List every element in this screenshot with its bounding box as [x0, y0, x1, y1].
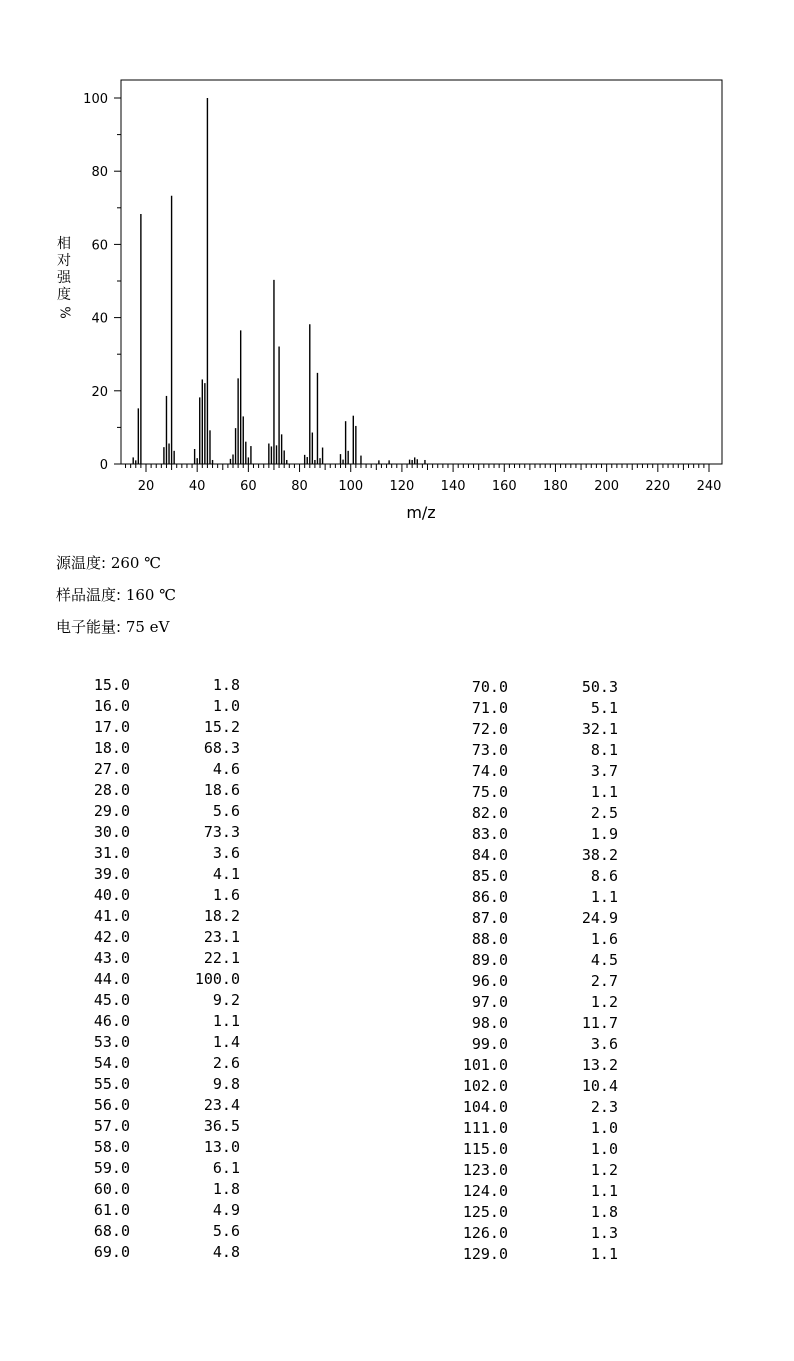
table-row: [70, 781, 270, 802]
y-axis-label-char: 强: [57, 270, 71, 286]
intensity-value: 1.9: [590, 825, 618, 843]
mz-value: 70.0: [471, 678, 508, 696]
mz-value: 58.0: [93, 1138, 130, 1156]
intensity-value: 1.1: [590, 1245, 618, 1263]
mz-value: 111.0: [462, 1119, 508, 1137]
intensity-value: 9.8: [212, 1075, 240, 1093]
mz-value: 83.0: [471, 825, 508, 843]
table-row: [448, 741, 648, 762]
table-row: [448, 1014, 648, 1035]
mz-value: 102.0: [462, 1077, 508, 1095]
intensity-value: 1.2: [590, 1161, 618, 1179]
intensity-value: 5.6: [212, 1222, 240, 1240]
table-row: [448, 909, 648, 930]
mz-value: 42.0: [93, 928, 130, 946]
intensity-value: 6.1: [212, 1159, 240, 1177]
table-row: [70, 970, 270, 991]
table-row: [448, 1056, 648, 1077]
mz-value: 124.0: [462, 1182, 508, 1200]
table-row: [70, 949, 270, 970]
table-row: [70, 1117, 270, 1138]
intensity-value: 4.5: [590, 951, 618, 969]
mz-value: 39.0: [93, 865, 130, 883]
x-tick-label: 200: [594, 479, 620, 494]
table-row: [448, 1035, 648, 1056]
table-row: [448, 951, 648, 972]
table-row: [448, 1182, 648, 1203]
table-row: [70, 823, 270, 844]
mz-value: 85.0: [471, 867, 508, 885]
mz-value: 98.0: [471, 1014, 508, 1032]
table-row: [448, 762, 648, 783]
intensity-value: 18.2: [203, 907, 240, 925]
condition-label: 样品温度:: [56, 586, 122, 604]
intensity-value: 4.8: [212, 1243, 240, 1261]
intensity-value: 9.2: [212, 991, 240, 1009]
intensity-value: 3.7: [590, 762, 618, 780]
mz-value: 126.0: [462, 1224, 508, 1242]
table-row: [448, 993, 648, 1014]
mz-value: 71.0: [471, 699, 508, 717]
table-row: [70, 1075, 270, 1096]
table-row: [448, 720, 648, 741]
intensity-value: 8.1: [590, 741, 618, 759]
mz-value: 75.0: [471, 783, 508, 801]
table-row: [70, 991, 270, 1012]
table-row: [70, 676, 270, 697]
table-row: [70, 907, 270, 928]
intensity-value: 13.2: [581, 1056, 618, 1074]
mz-value: 72.0: [471, 720, 508, 738]
intensity-value: 1.2: [590, 993, 618, 1011]
intensity-value: 1.0: [590, 1140, 618, 1158]
mz-value: 41.0: [93, 907, 130, 925]
y-tick-label: 20: [91, 384, 108, 400]
y-axis-label: [54, 236, 74, 321]
x-tick-label: 120: [389, 479, 415, 494]
intensity-value: 1.1: [212, 1012, 240, 1030]
table-row: [70, 1243, 270, 1264]
intensity-value: 1.0: [590, 1119, 618, 1137]
mz-value: 89.0: [471, 951, 508, 969]
intensity-value: 1.0: [212, 697, 240, 715]
plot-frame: [121, 80, 722, 464]
table-row: [448, 1203, 648, 1224]
x-tick-label: 180: [543, 479, 568, 494]
table-row: [448, 1161, 648, 1182]
mz-value: 125.0: [462, 1203, 508, 1221]
mz-value: 96.0: [471, 972, 508, 990]
intensity-value: 1.8: [212, 1180, 240, 1198]
intensity-value: 2.3: [590, 1098, 618, 1116]
x-tick-label: 60: [240, 479, 257, 494]
table-row: [448, 678, 648, 699]
mz-value: 56.0: [93, 1096, 130, 1114]
table-row: [448, 867, 648, 888]
table-row: [70, 865, 270, 886]
mz-value: 87.0: [471, 909, 508, 927]
mz-value: 74.0: [471, 762, 508, 780]
intensity-value: 22.1: [203, 949, 240, 967]
intensity-value: 1.1: [590, 783, 618, 801]
table-row: [70, 1138, 270, 1159]
mz-value: 29.0: [93, 802, 130, 820]
mz-value: 97.0: [471, 993, 508, 1011]
y-tick-label: 0: [99, 458, 108, 473]
mz-value: 54.0: [93, 1054, 130, 1072]
table-row: [70, 1096, 270, 1117]
table-row: [448, 804, 648, 825]
table-row: [70, 1012, 270, 1033]
y-axis-label-char: %: [56, 306, 72, 319]
table-row: [448, 888, 648, 909]
table-row: [448, 825, 648, 846]
mz-value: 44.0: [93, 970, 130, 988]
mz-value: 59.0: [93, 1159, 130, 1177]
table-row: [448, 1140, 648, 1161]
intensity-value: 10.4: [581, 1077, 618, 1095]
table-row: [70, 1201, 270, 1222]
intensity-value: 1.6: [212, 886, 240, 904]
mz-value: 104.0: [462, 1098, 508, 1116]
table-row: [448, 846, 648, 867]
intensity-value: 23.4: [203, 1096, 240, 1114]
mz-value: 115.0: [462, 1140, 508, 1158]
mz-value: 55.0: [93, 1075, 130, 1093]
x-axis-label: m/z: [406, 503, 436, 522]
condition-value: 75 eV: [121, 618, 170, 636]
intensity-value: 1.4: [212, 1033, 240, 1051]
intensity-value: 3.6: [590, 1035, 618, 1053]
table-row: [448, 972, 648, 993]
mz-value: 57.0: [93, 1117, 130, 1135]
table-row: [448, 1098, 648, 1119]
mass-spectrum-chart: [0, 0, 794, 530]
y-axis-label-char: 对: [57, 253, 71, 269]
mz-value: 30.0: [93, 823, 130, 841]
intensity-value: 2.6: [212, 1054, 240, 1072]
y-axis-label-char: 度: [57, 287, 71, 303]
table-row: [448, 783, 648, 804]
mz-value: 123.0: [462, 1161, 508, 1179]
intensity-value: 5.6: [212, 802, 240, 820]
mz-value: 61.0: [93, 1201, 130, 1219]
mz-value: 31.0: [93, 844, 130, 862]
intensity-value: 2.5: [590, 804, 618, 822]
table-row: [448, 699, 648, 720]
mz-value: 60.0: [93, 1180, 130, 1198]
table-row: [70, 697, 270, 718]
y-tick-label: 40: [91, 311, 108, 327]
x-tick-label: 140: [440, 479, 466, 494]
intensity-value: 1.1: [590, 888, 618, 906]
table-row: [70, 802, 270, 823]
intensity-value: 50.3: [581, 678, 618, 696]
mz-value: 45.0: [93, 991, 130, 1009]
mz-value: 15.0: [93, 676, 130, 694]
intensity-value: 1.6: [590, 930, 618, 948]
intensity-value: 4.1: [212, 865, 240, 883]
intensity-value: 36.5: [203, 1117, 240, 1135]
table-row: [70, 739, 270, 760]
table-row: [448, 1077, 648, 1098]
condition-line: [56, 616, 169, 637]
intensity-value: 15.2: [203, 718, 240, 736]
mz-value: 101.0: [462, 1056, 508, 1074]
x-tick-label: 240: [696, 479, 722, 494]
mz-value: 40.0: [93, 886, 130, 904]
intensity-value: 4.9: [212, 1201, 240, 1219]
x-tick-label: 40: [188, 479, 206, 494]
mz-value: 46.0: [93, 1012, 130, 1030]
condition-value: 260 ℃: [106, 554, 162, 572]
x-tick-label: 100: [338, 479, 364, 494]
mz-value: 69.0: [93, 1243, 130, 1261]
condition-line: [56, 552, 161, 573]
intensity-value: 13.0: [203, 1138, 240, 1156]
table-row: [448, 1119, 648, 1140]
intensity-value: 32.1: [581, 720, 618, 738]
table-row: [448, 1245, 648, 1266]
mz-value: 28.0: [93, 781, 130, 799]
table-row: [448, 1224, 648, 1245]
table-row: [70, 760, 270, 781]
intensity-value: 8.6: [590, 867, 618, 885]
table-row: [70, 1033, 270, 1054]
intensity-value: 68.3: [203, 739, 240, 757]
mz-value: 129.0: [462, 1245, 508, 1263]
table-row: [70, 1222, 270, 1243]
x-tick-label: 220: [645, 479, 671, 494]
intensity-value: 23.1: [203, 928, 240, 946]
x-tick-label: 80: [291, 479, 308, 494]
table-row: [70, 1054, 270, 1075]
intensity-value: 2.7: [590, 972, 618, 990]
condition-label: 源温度:: [56, 554, 107, 572]
intensity-value: 24.9: [581, 909, 618, 927]
table-row: [70, 928, 270, 949]
mz-value: 16.0: [93, 697, 130, 715]
mz-value: 88.0: [471, 930, 508, 948]
intensity-value: 100.0: [194, 970, 240, 988]
mz-value: 86.0: [471, 888, 508, 906]
mz-value: 17.0: [93, 718, 130, 736]
y-axis-label-char: 相: [57, 236, 71, 252]
mz-value: 43.0: [93, 949, 130, 967]
intensity-value: 11.7: [581, 1014, 618, 1032]
x-tick-label: 160: [491, 479, 517, 494]
intensity-value: 1.1: [590, 1182, 618, 1200]
intensity-value: 38.2: [581, 846, 618, 864]
y-tick-label: 80: [91, 165, 108, 181]
intensity-value: 3.6: [212, 844, 240, 862]
mz-value: 68.0: [93, 1222, 130, 1240]
condition-line: [56, 584, 176, 605]
condition-label: 电子能量:: [56, 618, 122, 636]
mz-value: 84.0: [471, 846, 508, 864]
table-row: [70, 718, 270, 739]
intensity-value: 18.6: [203, 781, 240, 799]
intensity-value: 1.8: [590, 1203, 618, 1221]
mz-value: 73.0: [471, 741, 508, 759]
table-row: [70, 1159, 270, 1180]
x-tick-label: 20: [137, 479, 155, 494]
condition-value: 160 ℃: [121, 586, 177, 604]
table-row: [70, 886, 270, 907]
mz-value: 99.0: [471, 1035, 508, 1053]
intensity-value: 5.1: [590, 699, 618, 717]
table-row: [70, 844, 270, 865]
y-tick-label: 60: [91, 238, 108, 254]
y-tick-label: 100: [83, 92, 108, 107]
intensity-value: 1.3: [590, 1224, 618, 1242]
mz-value: 53.0: [93, 1033, 130, 1051]
table-row: [448, 930, 648, 951]
mz-value: 82.0: [471, 804, 508, 822]
intensity-value: 4.6: [212, 760, 240, 778]
mz-value: 18.0: [93, 739, 130, 757]
intensity-value: 73.3: [203, 823, 240, 841]
intensity-value: 1.8: [212, 676, 240, 694]
mz-value: 27.0: [93, 760, 130, 778]
table-row: [70, 1180, 270, 1201]
